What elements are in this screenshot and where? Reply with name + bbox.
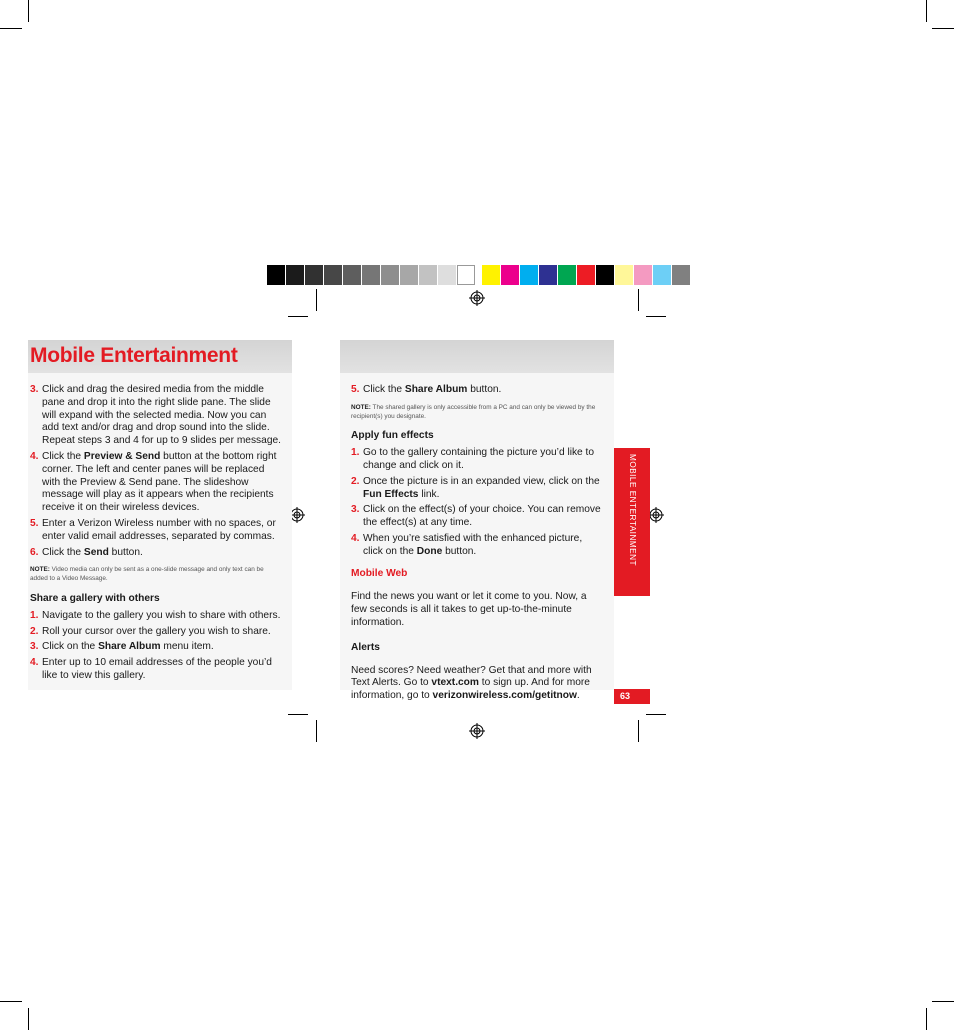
color-swatch (438, 265, 456, 285)
step-number: 4. (30, 657, 39, 669)
color-swatch (634, 265, 652, 285)
emphasis-text: vtext.com (431, 677, 479, 689)
color-swatch (539, 265, 557, 285)
crop-mark (926, 0, 927, 22)
trim-mark (316, 289, 317, 311)
step-text: Click the (42, 450, 84, 462)
color-swatch (653, 265, 671, 285)
step-number: 3. (30, 384, 39, 395)
page-number: 63 (614, 689, 650, 704)
list-item (30, 626, 282, 639)
step-text: to sign up. And for more information, go to (351, 677, 590, 702)
step-number: 1. (351, 447, 360, 459)
step-text: link. (418, 488, 440, 500)
step-text: Click and drag the desired media from the middle pane and drop it into the right slide pane. The slide will expand with the selected media. Now you can add text and/or drag and drop sound into the slide. Repeat steps 3 and 4 for up to 9 slides per message. (42, 384, 281, 447)
step-text: Click on the (42, 641, 99, 653)
emphasis-text: Share Album (404, 384, 468, 395)
color-calibration-bar (267, 265, 691, 285)
color-swatch (419, 265, 437, 285)
step-text: Enter up to 10 email addresses of the people you’d like to view this gallery. (42, 657, 272, 681)
step-text: Navigate to the gallery you wish to share with others. (42, 609, 281, 621)
color-swatch (286, 265, 304, 285)
step-number: 4. (30, 450, 39, 462)
list-item (351, 476, 603, 502)
list-item (30, 547, 282, 560)
color-swatch (305, 265, 323, 285)
note-text: Video media can only be sent as a one-slide message and only text can be added to a Video Message. (30, 566, 264, 583)
right-column-content (351, 384, 603, 715)
color-swatch (501, 265, 519, 285)
color-swatch (343, 265, 361, 285)
list-item (30, 518, 282, 544)
registration-mark-icon (469, 723, 485, 739)
color-swatch (482, 265, 500, 285)
note (351, 404, 603, 422)
emphasis-text: Done (416, 545, 443, 557)
section-heading-fun-effects: Apply fun effects (351, 430, 434, 442)
alerts-paragraph (351, 665, 603, 703)
right-panel-header (340, 340, 614, 373)
color-swatch (362, 265, 380, 285)
step-text: button. (442, 545, 477, 557)
list-item (351, 447, 603, 473)
emphasis-text: verizonwireless.com/getitnow (432, 690, 577, 702)
color-swatch (672, 265, 690, 285)
left-column-content (30, 384, 282, 686)
color-swatch (381, 265, 399, 285)
step-text: button. (467, 384, 502, 395)
step-number: 4. (351, 532, 360, 544)
step-number: 3. (351, 504, 360, 516)
fun-effects-steps (351, 447, 603, 558)
trim-mark (288, 714, 308, 715)
step-text: button. (108, 546, 143, 558)
step-text: Click on the effect(s) of your choice. You can remove the effect(s) at any time. (363, 504, 601, 529)
step-text: button at the bottom right corner. The left and center panes will be replaced with the Preview & Send pane. The slideshow message will play as it appears when the recipients receive it on their wireless devices. (42, 450, 277, 514)
emphasis-text: Send (83, 546, 109, 558)
section-heading-alerts: Alerts (351, 641, 380, 653)
color-swatch (457, 265, 475, 285)
note-label: NOTE: (351, 403, 371, 411)
registration-mark-icon (648, 507, 664, 523)
color-swatch (596, 265, 614, 285)
step-number: 6. (30, 546, 39, 558)
list-item (351, 504, 603, 530)
crop-mark (0, 1001, 22, 1002)
step-text: Roll your cursor over the gallery you wish to share. (42, 625, 271, 637)
crop-mark (0, 28, 22, 29)
step-number: 3. (30, 641, 39, 653)
note-label: NOTE: (30, 566, 50, 574)
step-number: 2. (30, 625, 39, 637)
trim-mark (646, 316, 666, 317)
chapter-side-tab-label: MOBILE ENTERTAINMENT (628, 454, 637, 567)
color-swatch (577, 265, 595, 285)
list-item (30, 610, 282, 623)
color-swatch (267, 265, 285, 285)
crop-mark (28, 1008, 29, 1030)
crop-mark (932, 28, 954, 29)
step-text: Click the (42, 546, 84, 558)
note (30, 566, 282, 584)
crop-mark (932, 1001, 954, 1002)
list-item (30, 657, 282, 683)
crop-mark (28, 0, 29, 22)
list-item (30, 384, 282, 448)
step-text: Go to the gallery containing the picture you’d like to change and click on it. (363, 447, 595, 471)
trim-mark (646, 714, 666, 715)
step-text: Enter a Verizon Wireless number with no spaces, or enter valid email addresses, separated by commas. (42, 517, 276, 542)
step-text: Once the picture is in an expanded view, click on the (363, 475, 600, 487)
chapter-side-tab (614, 448, 650, 596)
page-title: Mobile Entertainment (30, 344, 238, 367)
section-heading-share-gallery: Share a gallery with others (30, 592, 160, 604)
trim-mark (638, 720, 639, 742)
instruction-list (30, 384, 282, 559)
step-number: 1. (30, 609, 39, 621)
step-number: 5. (351, 384, 360, 395)
instruction-list (351, 384, 603, 397)
step-number: 5. (30, 517, 39, 529)
list-item (351, 533, 603, 559)
list-item (30, 451, 282, 515)
share-gallery-steps (30, 610, 282, 683)
note-text: The shared gallery is only accessible from a PC and can only be viewed by the recipient(s) you designate. (351, 403, 596, 420)
color-swatch (324, 265, 342, 285)
color-swatch (400, 265, 418, 285)
step-number: 2. (351, 475, 360, 487)
step-text: Need scores? Need weather? Get that and more with Text Alerts. Go to (351, 664, 592, 689)
trim-mark (638, 289, 639, 311)
emphasis-text: Fun Effects (363, 488, 419, 500)
trim-mark (288, 316, 308, 317)
mobile-web-paragraph: Find the news you want or let it come to you. Now, a few seconds is all it takes to get up-to-the-minute information. (351, 591, 587, 628)
color-swatch (520, 265, 538, 285)
step-text: When you’re satisfied with the enhanced picture, click on the (363, 532, 583, 557)
crop-mark (926, 1008, 927, 1030)
color-swatch (558, 265, 576, 285)
step-text: Click the (363, 384, 405, 395)
emphasis-text: Share Album (98, 641, 161, 653)
left-panel-header (28, 340, 292, 373)
emphasis-text: Preview & Send (83, 450, 161, 462)
registration-mark-icon (469, 290, 485, 306)
list-item (351, 384, 603, 397)
color-swatch (615, 265, 633, 285)
list-item (30, 641, 282, 654)
step-text: . (576, 690, 580, 702)
step-text: menu item. (160, 641, 214, 653)
trim-mark (316, 720, 317, 742)
section-heading-mobile-web: Mobile Web (351, 567, 408, 579)
